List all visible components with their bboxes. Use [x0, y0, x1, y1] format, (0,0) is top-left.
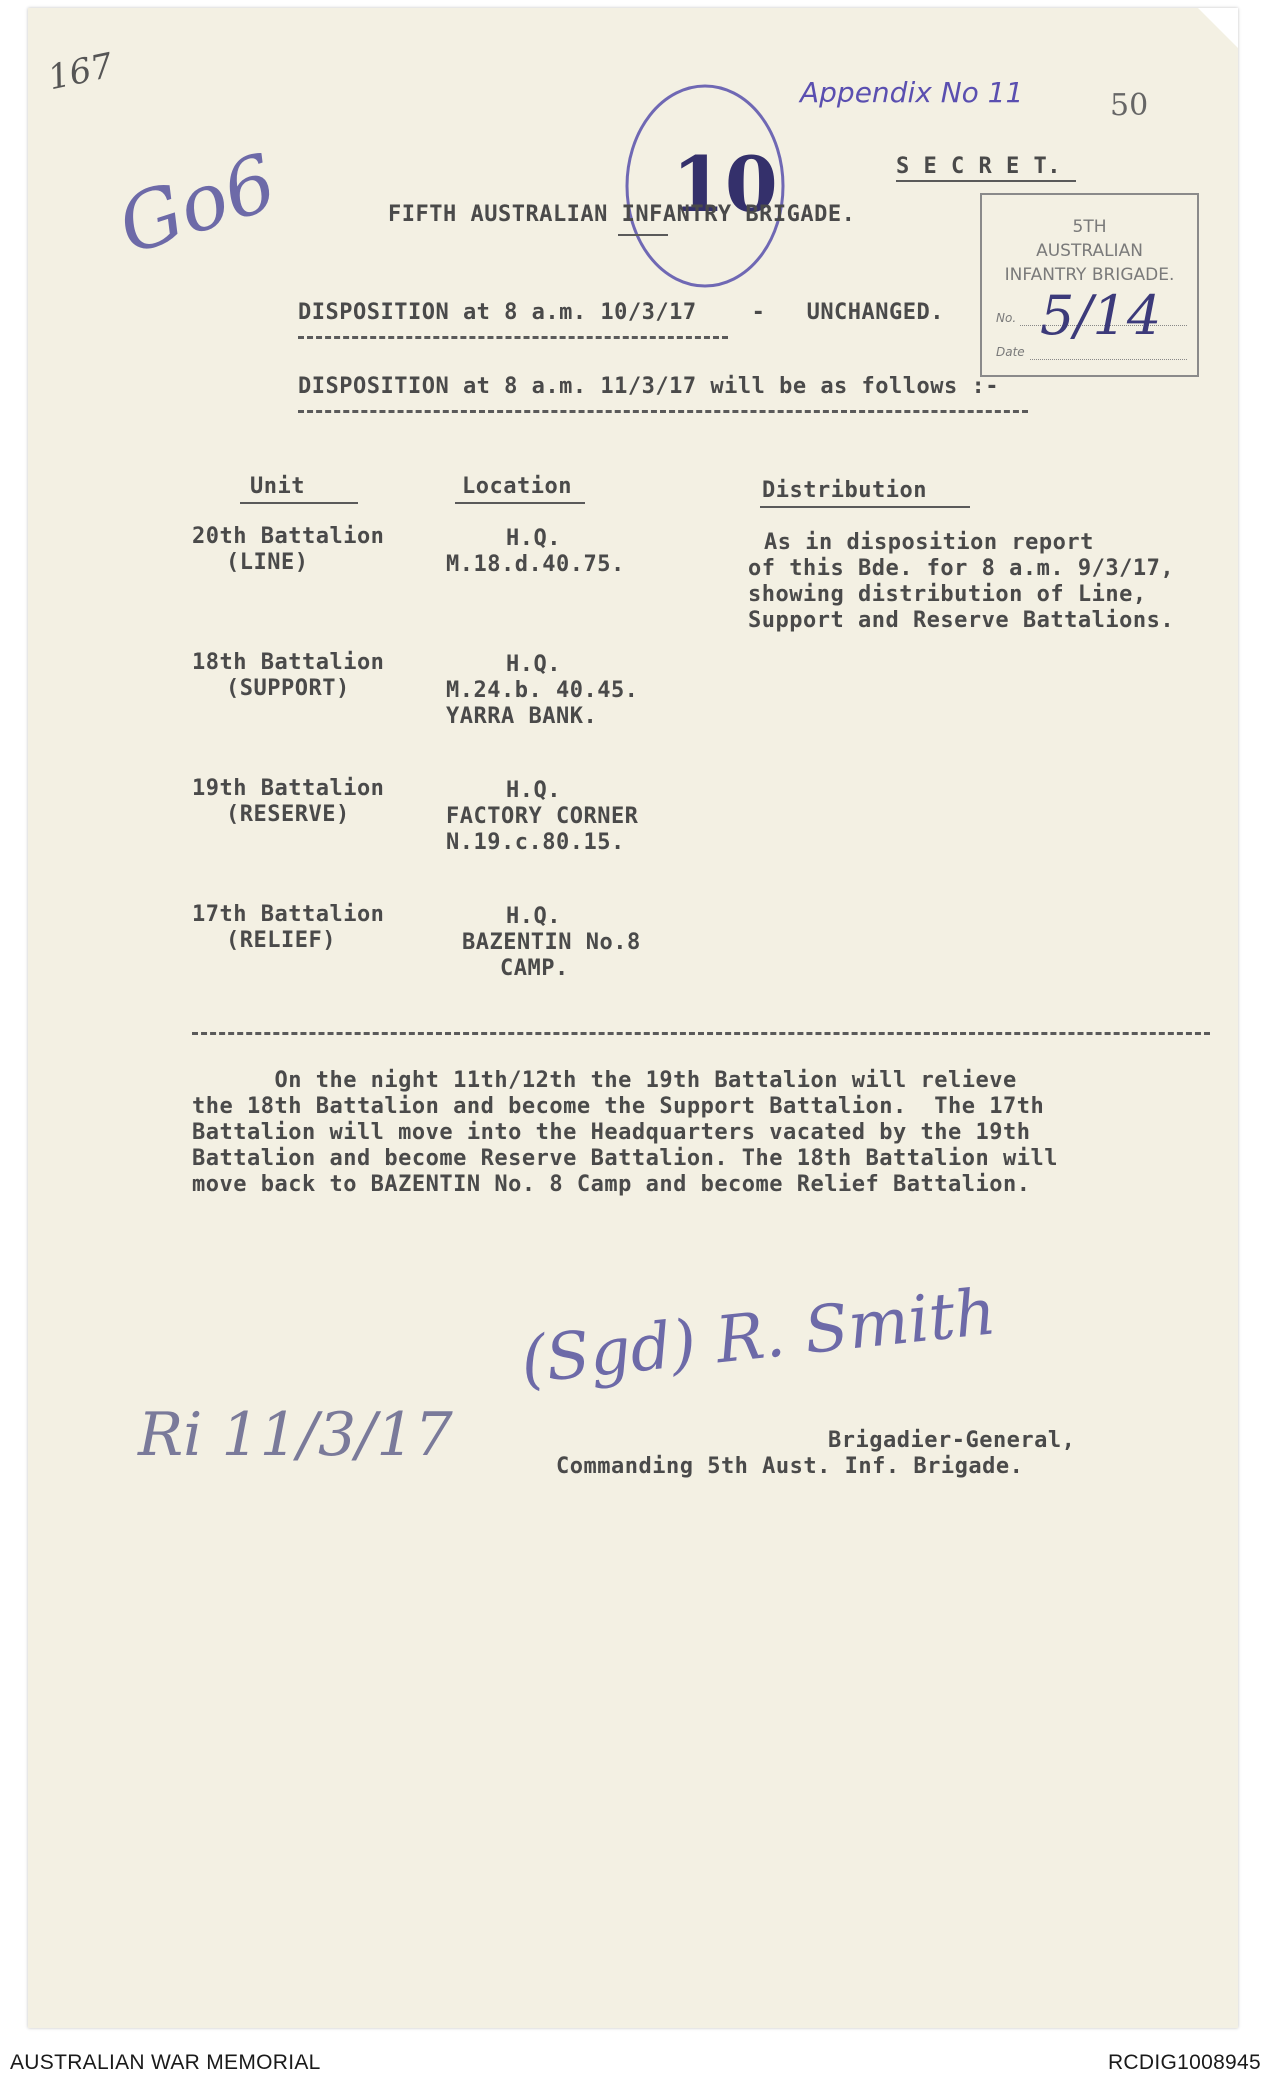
circled-number: 10 — [672, 140, 778, 229]
row-2-location-name: YARRA BANK. — [446, 704, 598, 729]
distribution-note-3: showing distribution of Line, — [748, 582, 1147, 607]
appendix-label: Appendix No 11 — [800, 76, 1024, 109]
column-header-location: Location — [462, 474, 572, 499]
initials-note: Ri 11/3/17 — [138, 1400, 453, 1470]
stamp-date-label: Date — [996, 345, 1025, 359]
body-line-2: the 18th Battalion and become the Support Battalion. The 17th — [192, 1094, 1045, 1119]
page-number: 50 — [1110, 88, 1149, 123]
body-line-3: Battalion will move into the Headquarters vacated by the 19th — [192, 1120, 1031, 1145]
row-2-hq: H.Q. — [506, 652, 561, 677]
body-line-5: move back to BAZENTIN No. 8 Camp and become Relief Battalion. — [192, 1172, 1031, 1197]
row-3-location: N.19.c.80.15. — [446, 830, 625, 855]
row-3-hq: H.Q. — [506, 778, 561, 803]
row-1-hq: H.Q. — [506, 526, 561, 551]
disposition-line-2: DISPOSITION at 8 a.m. 11/3/17 will be as follows :- — [298, 374, 1000, 399]
footer-right: RCDIG1008945 — [1107, 2051, 1261, 2074]
body-line-4: Battalion and become Reserve Battalion. The 18th Battalion will — [192, 1146, 1058, 1171]
classification-marking: S E C R E T. — [896, 154, 1061, 179]
section-separator — [192, 1032, 1210, 1035]
signature-command: Commanding 5th Aust. Inf. Brigade. — [556, 1454, 1024, 1479]
stamp-number-handwritten: 5/14 — [1040, 284, 1162, 347]
row-1-role: (LINE) — [226, 550, 309, 575]
formation-underline — [618, 234, 668, 236]
body-line-1: On the night 11th/12th the 19th Battalion will relieve — [192, 1068, 1017, 1093]
column-header-unit: Unit — [250, 474, 305, 499]
folded-corner — [1198, 8, 1238, 48]
row-2-location: M.24.b. 40.45. — [446, 678, 639, 703]
row-3-unit: 19th Battalion — [192, 776, 385, 801]
stamp-line-1: 5TH — [1072, 217, 1107, 237]
distribution-note-2: of this Bde. for 8 a.m. 9/3/17, — [748, 556, 1175, 581]
row-4-location-cont: CAMP. — [500, 956, 569, 981]
folio-number: 167 — [44, 45, 117, 99]
stamp-date-line — [1030, 359, 1187, 360]
row-4-location: BAZENTIN No.8 — [462, 930, 641, 955]
formation-title: FIFTH AUSTRALIAN INFANTRY BRIGADE. — [388, 202, 856, 227]
signature-title: Brigadier-General, — [828, 1428, 1076, 1453]
disposition-line-1: DISPOSITION at 8 a.m. 10/3/17 - UNCHANGED. — [298, 300, 945, 325]
handwritten-signature: (Sgd) R. Smith — [517, 1275, 1000, 1399]
row-2-unit: 18th Battalion — [192, 650, 385, 675]
row-1-unit: 20th Battalion — [192, 524, 385, 549]
row-3-location-name: FACTORY CORNER — [446, 804, 639, 829]
unit-header-underline — [240, 502, 358, 504]
distribution-header-underline — [760, 506, 970, 508]
disposition-line-1-underline — [298, 336, 728, 339]
row-2-role: (SUPPORT) — [226, 676, 350, 701]
footer-left: AUSTRALIAN WAR MEMORIAL — [10, 2051, 321, 2074]
column-header-distribution: Distribution — [762, 478, 927, 503]
distribution-note-1: As in disposition report — [764, 530, 1094, 555]
row-3-role: (RESERVE) — [226, 802, 350, 827]
row-1-location: M.18.d.40.75. — [446, 552, 625, 577]
row-4-unit: 17th Battalion — [192, 902, 385, 927]
classification-underline — [896, 180, 1076, 182]
stamp-no-label: No. — [996, 311, 1017, 325]
stamp-line-2: AUSTRALIAN — [1036, 241, 1143, 261]
stamp-line-3: INFANTRY BRIGADE. — [1004, 265, 1175, 285]
disposition-line-2-underline — [298, 410, 1028, 413]
location-header-underline — [455, 502, 585, 504]
distribution-note-4: Support and Reserve Battalions. — [748, 608, 1175, 633]
margin-note: Go6 — [107, 137, 287, 273]
row-4-hq: H.Q. — [506, 904, 561, 929]
row-4-role: (RELIEF) — [226, 928, 336, 953]
